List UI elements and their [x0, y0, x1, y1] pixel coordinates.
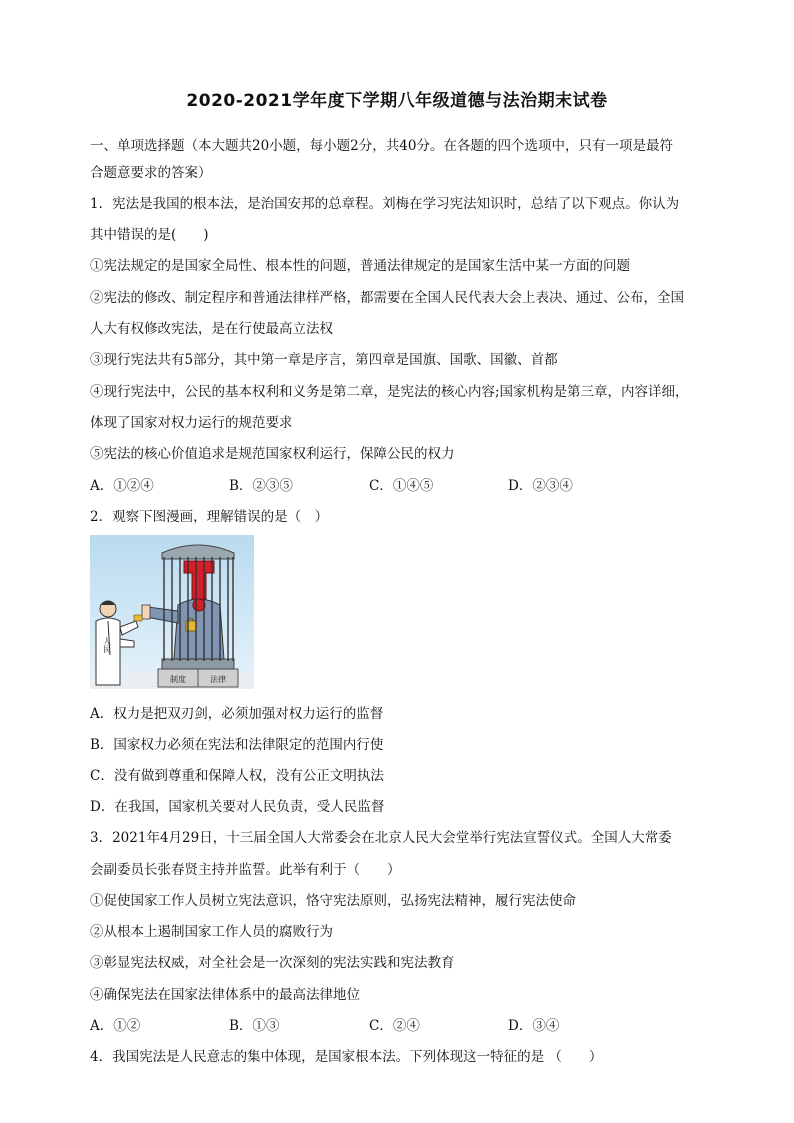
section-heading-line2: 合题意要求的答案） [90, 165, 212, 181]
q3-option-b[interactable]: B．①③ [229, 1018, 280, 1034]
q2-option-b[interactable]: B．国家权力必须在宪法和法律限定的范围内行使 [90, 737, 384, 753]
section-heading-line1: 一、单项选择题（本大题共20小题，每小题2分，共40分。在各题的四个选项中，只有一项是最符 [90, 138, 673, 154]
q1-option-a[interactable]: A．①②④ [90, 478, 154, 494]
q1-statement-4-line1: ④现行宪法中，公民的基本权利和义务是第二章，是宪法的核心内容;国家机构是第三章，内容详细， [90, 384, 689, 400]
cartoon-label-system: 制度 [170, 675, 186, 684]
q4-stem: 4．我国宪法是人民意志的集中体现，是国家根本法。下列体现这一特征的是 （ ） [90, 1049, 603, 1065]
q2-stem: 2．观察下图漫画，理解错误的是（ ） [90, 509, 329, 525]
q1-option-c[interactable]: C．①④⑤ [369, 478, 434, 494]
q2-option-d[interactable]: D．在我国，国家机关要对人民负责，受人民监督 [90, 799, 385, 815]
q1-statement-4-line2: 体现了国家对权力运行的规范要求 [90, 415, 293, 431]
q1-statement-3: ③现行宪法共有5部分，其中第一章是序言，第四章是国旗、国歌、国徽、首都 [90, 352, 558, 368]
q1-stem-line2: 其中错误的是( ) [90, 227, 209, 243]
q1-statement-1: ①宪法规定的是国家全局性、根本性的问题，普通法律规定的是国家生活中某一方面的问题 [90, 258, 630, 274]
q2-option-a[interactable]: A．权力是把双刃剑，必须加强对权力运行的监督 [90, 706, 384, 722]
q1-stem-line1: 1．宪法是我国的根本法，是治国安邦的总章程。刘梅在学习宪法知识时，总结了以下观点。你认为 [90, 196, 680, 212]
q1-statement-2-line2: 人大有权修改宪法，是在行使最高立法权 [90, 321, 333, 337]
q3-option-c[interactable]: C．②④ [369, 1018, 420, 1034]
q3-stem-line1: 3．2021年4月29日，十三届全国人大常委会在北京人民大会堂举行宪法宣誓仪式。全国人大常委 [90, 830, 672, 846]
exam-title: 2020-2021学年度下学期八年级道德与法治期末试卷 [186, 91, 608, 111]
q1-option-d[interactable]: D．②③④ [508, 478, 573, 494]
q3-statement-4: ④确保宪法在国家法律体系中的最高法律地位 [90, 987, 360, 1003]
q3-stem-line2: 会副委员长张春贤主持并监誓。此举有利于（ ） [90, 862, 401, 878]
q1-statement-2-line1: ②宪法的修改、制定程序和普通法律样严格，都需要在全国人民代表大会上表决、通过、公布，全国 [90, 290, 684, 306]
cartoon-image [90, 535, 254, 689]
q2-option-c[interactable]: C．没有做到尊重和保障人权，没有公正文明执法 [90, 768, 384, 784]
q1-option-b[interactable]: B．②③⑤ [229, 478, 293, 494]
q3-option-d[interactable]: D．③④ [508, 1018, 560, 1034]
cartoon-label-people: 人民 [102, 637, 112, 653]
cartoon-label-law: 法律 [210, 675, 226, 684]
q3-statement-3: ③彰显宪法权威，对全社会是一次深刻的宪法实践和宪法教育 [90, 955, 455, 971]
q3-option-a[interactable]: A．①② [90, 1018, 141, 1034]
q1-statement-5: ⑤宪法的核心价值追求是规范国家权利运行，保障公民的权力 [90, 446, 455, 462]
q3-statement-1: ①促使国家工作人员树立宪法意识，恪守宪法原则，弘扬宪法精神，履行宪法使命 [90, 893, 576, 909]
q3-statement-2: ②从根本上遏制国家工作人员的腐败行为 [90, 924, 333, 940]
